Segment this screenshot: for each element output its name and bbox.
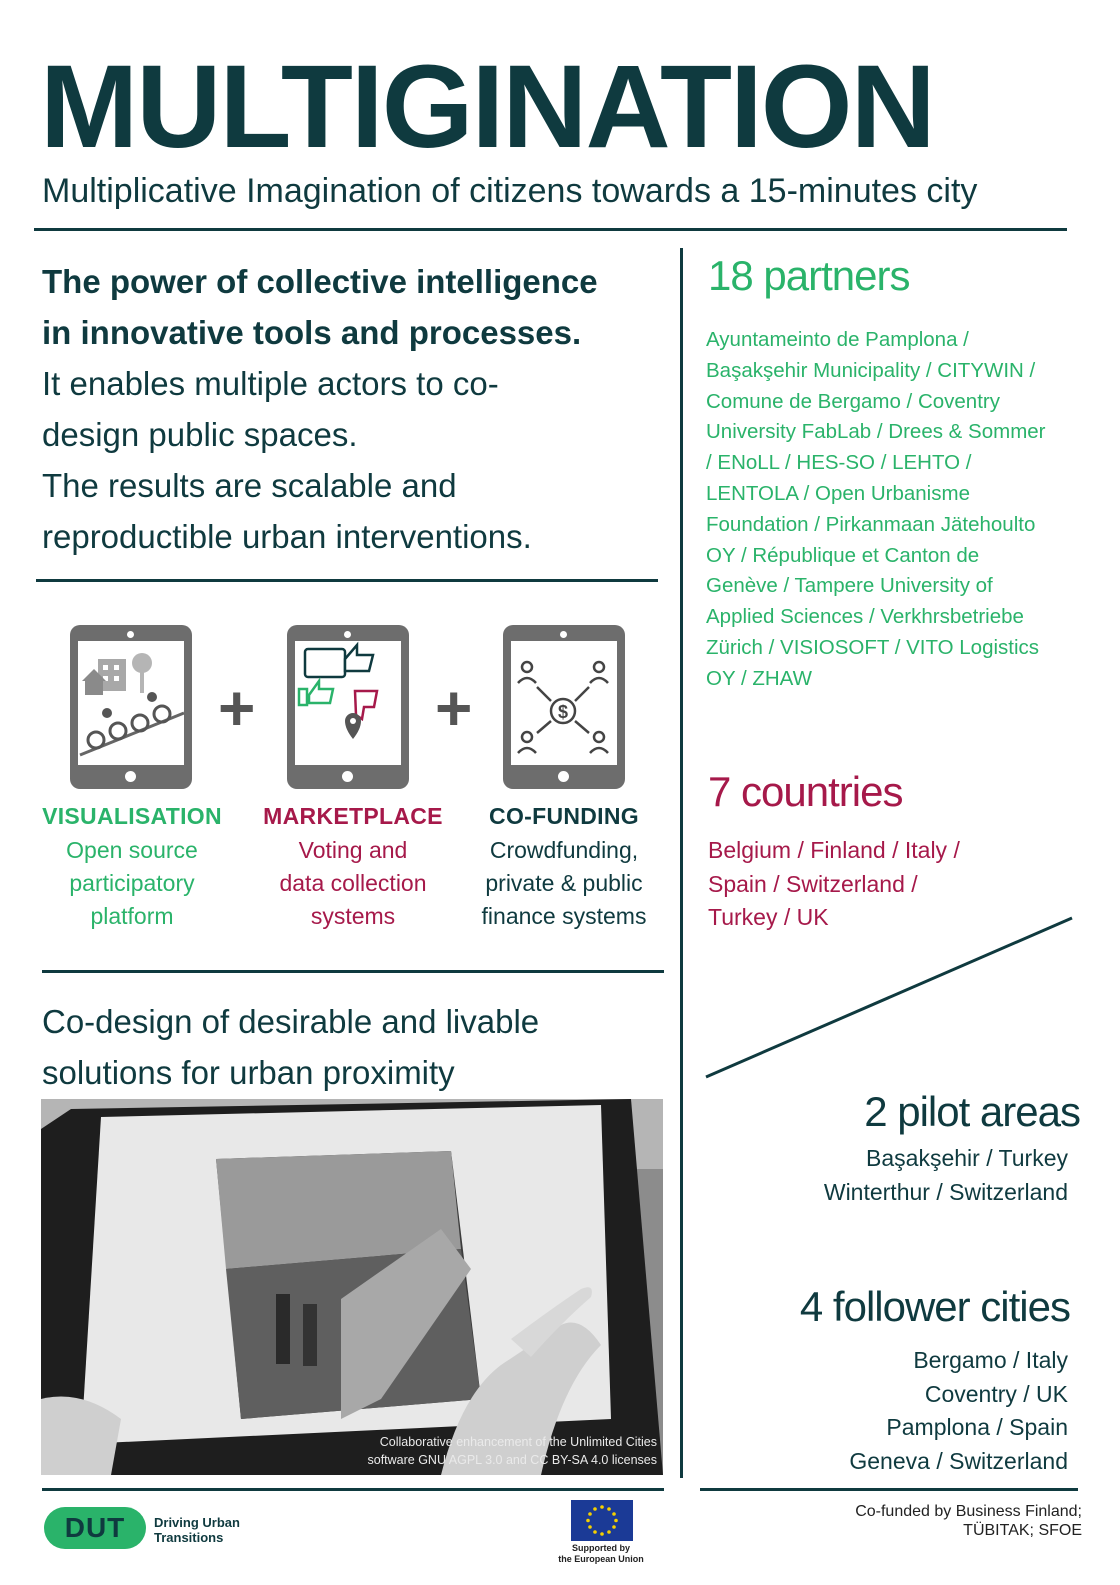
feature-desc-1: Voting and [298, 837, 408, 863]
dut-name-line-1: Driving Urban [154, 1515, 240, 1530]
feature-visualisation [27, 803, 237, 933]
intro-line-6: reproductible urban interventions. [42, 518, 532, 555]
follower-line: Geneva / Switzerland [849, 1447, 1068, 1474]
follower-line: Bergamo / Italy [913, 1347, 1068, 1373]
dut-logo: DUT [44, 1507, 146, 1549]
countries-line: Spain / Switzerland / [708, 870, 918, 897]
thumbs-vote-icon [287, 625, 409, 789]
column-divider [680, 248, 683, 1478]
feature-desc-1: Crowdfunding, [489, 837, 639, 863]
pilot-line: Başakşehir / Turkey [866, 1145, 1068, 1171]
pilot-areas-heading: 2 pilot areas [864, 1088, 1080, 1135]
cofund-line-1: Co-funded by Business Finland; [855, 1503, 1082, 1520]
feature-desc-1: Open source [66, 837, 198, 863]
codesign-line-1: Co-design of desirable and livable [42, 1003, 540, 1040]
partners-line: LENTOLA / Open Urbanisme [706, 481, 970, 505]
page-subtitle: Multiplicative Imagination of citizens towards a 15-minutes city [42, 172, 978, 210]
diagonal-divider [700, 912, 1080, 1082]
feature-heading: CO-FUNDING [489, 803, 639, 829]
footer-divider-left [42, 1488, 664, 1491]
photo-caption [368, 1433, 658, 1469]
feature-desc-3: platform [90, 903, 174, 929]
feature-desc-2: participatory [69, 870, 195, 896]
page-title: MULTIGINATION [40, 41, 934, 173]
partners-line: OY / République et Canton de [706, 543, 980, 567]
eu-stars-icon [571, 1500, 633, 1541]
photo-caption-line-1: Collaborative enhancement of the Unlimited Cities [379, 1435, 657, 1449]
plus-sign-2: + [435, 672, 473, 744]
partners-line: Ayuntameinto de Pamplona / [706, 328, 969, 351]
partners-line: Applied Sciences / Verkhrsbetriebe [706, 605, 1024, 629]
follower-line: Pamplona / Spain [886, 1414, 1068, 1440]
partners-line: Comune de Bergamo / Coventry [706, 389, 1000, 413]
intro-divider [36, 579, 658, 582]
pilot-line: Winterthur / Switzerland [823, 1178, 1068, 1205]
intro-line-5: The results are scalable and [42, 467, 457, 504]
pilot-areas-list [824, 1142, 1068, 1209]
city-cyclists-icon [70, 625, 192, 789]
visualisation-tablet [70, 625, 192, 789]
dut-name [154, 1515, 240, 1545]
codesign-heading [42, 996, 662, 1098]
partners-line: Foundation / Pirkanmaan Jätehoulto [706, 512, 1036, 536]
cofunding-tablet [503, 625, 625, 789]
follower-cities-list [849, 1344, 1068, 1478]
feature-heading: MARKETPLACE [263, 803, 443, 829]
codesign-line-2: solutions for urban proximity [42, 1054, 455, 1091]
features-divider [42, 970, 664, 973]
photo-illustration [41, 1099, 663, 1475]
intro-text [42, 256, 672, 562]
partners-line: / ENoLL / HES-SO / LEHTO / [706, 451, 972, 475]
eu-support-text [548, 1543, 654, 1565]
intro-bold-line-2: in innovative tools and processes. [42, 314, 582, 351]
feature-desc-3: systems [310, 903, 396, 929]
eu-text-line-1: Supported by [572, 1543, 630, 1553]
header-divider [34, 228, 1067, 231]
follower-line: Coventry / UK [924, 1380, 1068, 1407]
cofund-line-2: TÜBITAK; SFOE [963, 1522, 1082, 1539]
feature-cofunding [459, 803, 669, 933]
partners-line: University FabLab / Drees & Sommer [706, 420, 1046, 444]
feature-desc-3: finance systems [481, 903, 647, 929]
photo-caption-line-2: software GNU AGPL 3.0 and CC BY-SA 4.0 licenses [367, 1453, 657, 1467]
eu-text-line-2: the European Union [558, 1554, 644, 1564]
feature-marketplace [248, 803, 458, 933]
dut-name-line-2: Transitions [154, 1530, 224, 1545]
partners-line: Genève / Tampere University of [706, 574, 993, 598]
partners-list [706, 325, 1086, 695]
eu-flag-icon [571, 1500, 633, 1541]
follower-cities-heading: 4 follower cities [799, 1283, 1070, 1330]
cofunding-credits [855, 1502, 1082, 1540]
feature-desc-2: private & public [485, 870, 643, 896]
intro-line-3: It enables multiple actors to co- [42, 365, 499, 402]
svg-text:$: $ [557, 702, 569, 722]
footer-divider-right [700, 1488, 1078, 1491]
people-funding-icon [503, 625, 625, 789]
countries-heading: 7 countries [708, 768, 903, 815]
partners-heading: 18 partners [708, 252, 910, 299]
plus-sign-1: + [218, 672, 256, 744]
countries-line: Turkey / UK [708, 904, 829, 930]
intro-bold-line-1: The power of collective intelligence [42, 263, 598, 300]
partners-line: OY / ZHAW [706, 666, 812, 690]
partners-line: Başakşehir Municipality / CITYWIN / [706, 358, 1036, 382]
feature-desc-2: data collection [279, 870, 427, 896]
marketplace-tablet [287, 625, 409, 789]
intro-line-4: design public spaces. [42, 416, 358, 453]
tablet-photo [41, 1099, 663, 1475]
countries-line: Belgium / Finland / Italy / [708, 837, 960, 863]
partners-line: Zürich / VISIOSOFT / VITO Logistics [706, 635, 1040, 659]
feature-heading: VISUALISATION [42, 803, 222, 829]
